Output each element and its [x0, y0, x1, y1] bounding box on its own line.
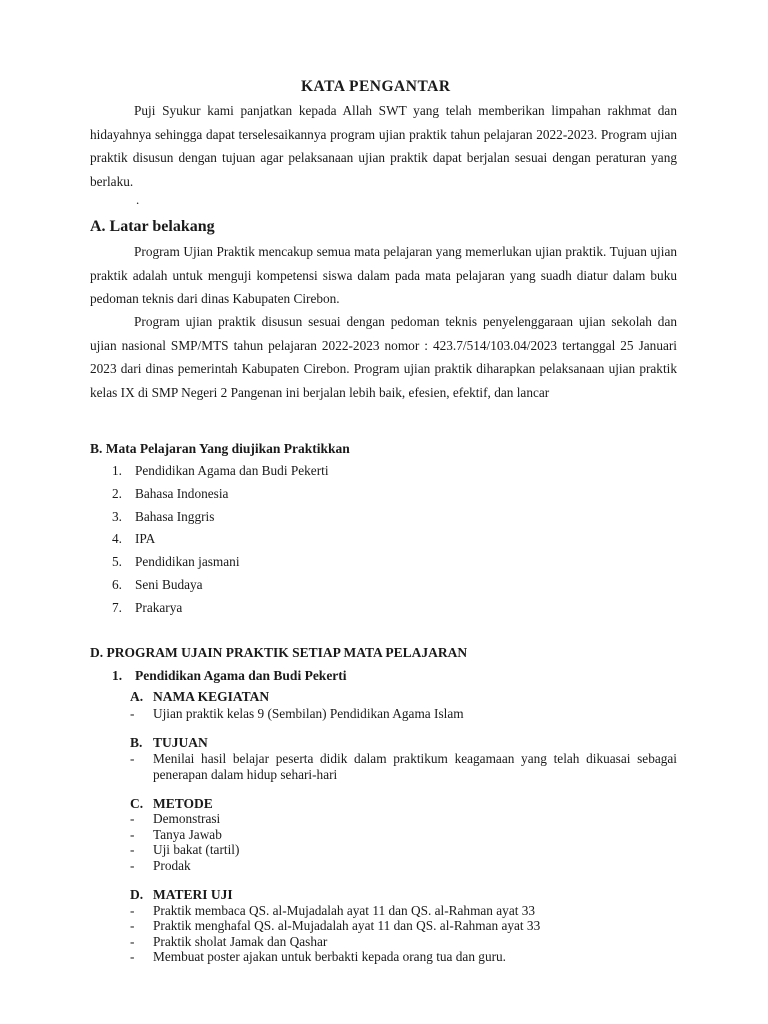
list-number: 3.: [112, 509, 122, 524]
intro-paragraph: Puji Syukur kami panjatkan kepada Allah SWT yang telah memberikan limpahan rakhmat dan hidayahnya sehingga dapat terselesaikannya program ujian praktik tahun pelajaran 2022-2023. Program ujian praktik disusun dengan tujuan agar pelaksanaan ujian praktik dapat berjalan sesuai dengan peraturan yang berlaku.: [90, 103, 677, 189]
subject-number: 1.: [112, 668, 123, 683]
list-number: 5.: [112, 554, 122, 569]
list-number: 1.: [112, 463, 122, 478]
materi-uji-item: Praktik sholat Jamak dan Qashar: [153, 934, 328, 949]
section-b-heading: B. Mata Pelajaran Yang diujikan Praktikkan: [90, 441, 350, 456]
bullet-dash: -: [130, 842, 135, 857]
bullet-dash: -: [130, 934, 135, 949]
bullet-dash: -: [130, 706, 135, 721]
metode-letter: C.: [130, 796, 144, 811]
materi-uji-item: Praktik menghafal QS. al-Mujadalah ayat 11 dan QS. al-Rahman ayat 33: [153, 918, 541, 933]
tujuan-heading: TUJUAN: [153, 735, 208, 750]
list-number: 4.: [112, 531, 122, 546]
section-d-heading: D. PROGRAM UJAIN PRAKTIK SETIAP MATA PELAJARAN: [90, 645, 468, 660]
subject-title: Pendidikan Agama dan Budi Pekerti: [135, 668, 347, 683]
nama-kegiatan-heading: NAMA KEGIATAN: [153, 689, 270, 704]
section-a-paragraph-2: Program ujian praktik disusun sesuai dengan pedoman teknis penyelenggaraan ujian sekolah dan ujian nasional SMP/MTS tahun pelajaran 2022-2023 nomor : 423.7/514/103.04/2023 tertanggal 25 Januari 2023 dari dinas pemerintah Kabupaten Cirebon. Program ujian praktik diharapkan pelaksanaan ujian praktik kelas IX di SMP Negeri 2 Pangenan ini berjalan lebih baik, efesien, efektif, dan lancar: [90, 314, 677, 400]
tujuan-item: Menilai hasil belajar peserta didik dalam praktikum keagamaan yang telah dikuasai sebagai penerapan dalam hidup sehari-hari: [153, 751, 677, 782]
list-label: IPA: [135, 531, 156, 546]
nama-kegiatan-item: Ujian praktik kelas 9 (Sembilan) Pendidikan Agama Islam: [153, 706, 464, 721]
materi-uji-item: Praktik membaca QS. al-Mujadalah ayat 11 dan QS. al-Rahman ayat 33: [153, 903, 536, 918]
page-title: KATA PENGANTAR: [301, 78, 451, 95]
list-label: Prakarya: [135, 600, 183, 615]
bullet-dash: -: [130, 858, 135, 873]
metode-item: Demonstrasi: [153, 811, 221, 826]
materi-uji-letter: D.: [130, 887, 144, 902]
bullet-dash: -: [130, 751, 135, 766]
materi-uji-heading: MATERI UJI: [153, 887, 233, 902]
metode-item: Prodak: [153, 858, 191, 873]
bullet-dash: -: [130, 903, 135, 918]
list-label: Pendidikan jasmani: [135, 554, 240, 569]
nama-kegiatan-letter: A.: [130, 689, 144, 704]
list-number: 7.: [112, 600, 122, 615]
bullet-dash: -: [130, 918, 135, 933]
list-number: 2.: [112, 486, 122, 501]
bullet-dash: -: [130, 949, 135, 964]
list-label: Bahasa Indonesia: [135, 486, 229, 501]
metode-item: Tanya Jawab: [153, 827, 222, 842]
list-label: Seni Budaya: [135, 577, 203, 592]
tujuan-letter: B.: [130, 735, 143, 750]
section-a-paragraph-1: Program Ujian Praktik mencakup semua mata pelajaran yang memerlukan ujian praktik. Tujuan ujian praktik adalah untuk menguji kompetensi siswa dalam pada mata pelajaran yang suadh diatur dalam buku pedoman teknis dari dinas Kabupaten Cirebon.: [90, 244, 677, 306]
stray-dot: .: [136, 192, 140, 207]
list-label: Pendidikan Agama dan Budi Pekerti: [135, 463, 329, 478]
list-label: Bahasa Inggris: [135, 509, 215, 524]
section-a-heading: A. Latar belakang: [90, 218, 215, 235]
materi-uji-item: Membuat poster ajakan untuk berbakti kepada orang tua dan guru.: [153, 949, 506, 964]
metode-heading: METODE: [153, 796, 213, 811]
metode-item: Uji bakat (tartil): [153, 842, 240, 857]
bullet-dash: -: [130, 827, 135, 842]
bullet-dash: -: [130, 811, 135, 826]
list-number: 6.: [112, 577, 122, 592]
